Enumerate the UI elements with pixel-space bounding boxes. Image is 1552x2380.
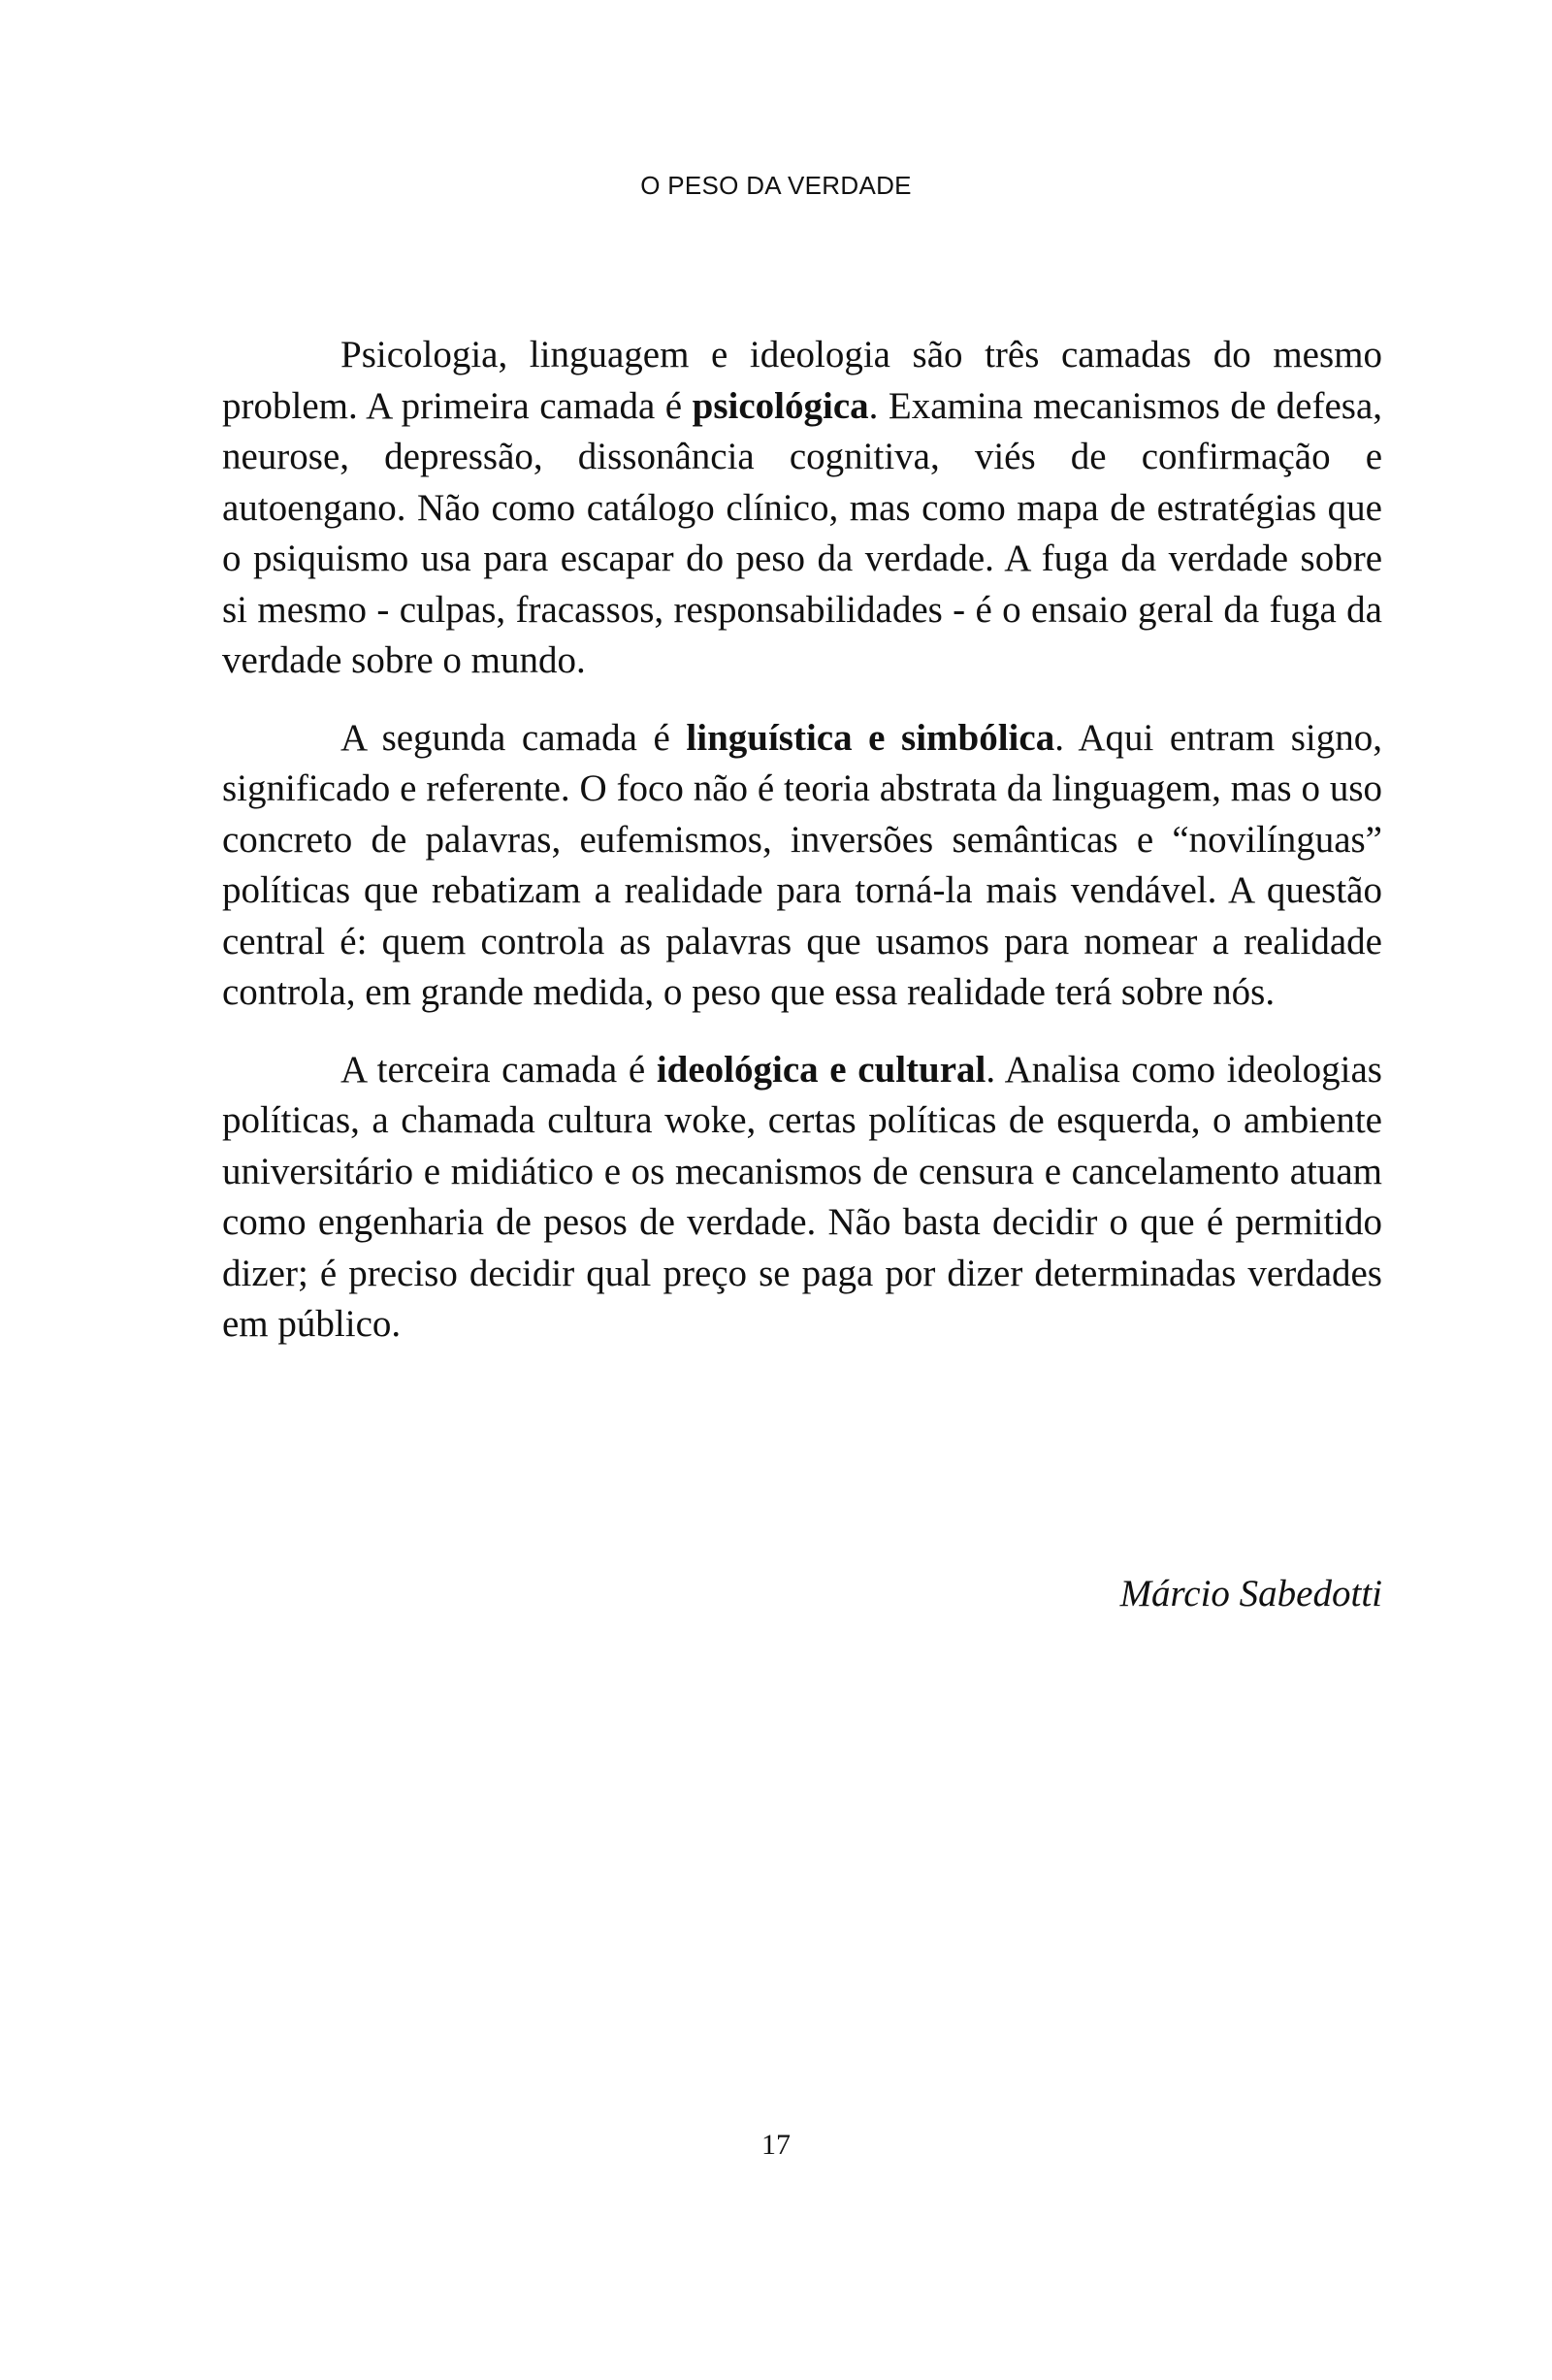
running-header: O PESO DA VERDADE xyxy=(640,171,912,200)
author-signature: Márcio Sabedotti xyxy=(1119,1573,1382,1614)
paragraph-text: Psicologia, linguagem e ideologia são três camadas do mesmo problem. A primeira camada é xyxy=(222,334,1382,427)
paragraph-text: . Examina mecanismos de defesa, neurose, depressão, dissonância cognitiva, viés de confirmação e autoengano. Não como catálogo clínico, mas como mapa de estratégias que o psiquismo usa para escapar do peso da verdade. A fuga da verdade sobre si mesmo - culpas, fracassos, responsabilidades - é o ensaio geral da fuga da verdade sobre o mundo. xyxy=(222,384,1382,681)
emphasis-term: ideológica e cultural xyxy=(656,1048,986,1091)
page-number: 17 xyxy=(761,2129,791,2161)
paragraph-text: . Analisa como ideologias políticas, a chamada cultura woke, certas políticas de esquerda, o ambiente universitário e midiático e os mecanismos de censura e cancelamento atuam como engenharia de pesos de verdade. Não basta decidir o que é permitido dizer; é preciso decidir qual preço se paga por dizer determinadas verdades em público. xyxy=(222,1048,1382,1345)
emphasis-term: psicológica xyxy=(692,384,869,427)
emphasis-term: linguística e simbólica xyxy=(686,716,1055,759)
paragraph-linguistic-layer xyxy=(222,713,1382,1019)
paragraph-text: A segunda camada é xyxy=(340,716,687,759)
body-text xyxy=(222,330,1382,1377)
paragraph-psychological-layer xyxy=(222,330,1382,687)
paragraph-text: . Aqui entram signo, significado e referente. O foco não é teoria abstrata da linguagem, mas o uso concreto de palavras, eufemismos, inversões semânticas e “novilínguas” políticas que rebatizam a realidade para torná-la mais vendável. A questão central é: quem controla as palavras que usamos para nomear a realidade controla, em grande medida, o peso que essa realidade terá sobre nós. xyxy=(222,716,1382,1013)
paragraph-ideological-layer xyxy=(222,1045,1382,1351)
paragraph-text: A terceira camada é xyxy=(340,1048,657,1091)
